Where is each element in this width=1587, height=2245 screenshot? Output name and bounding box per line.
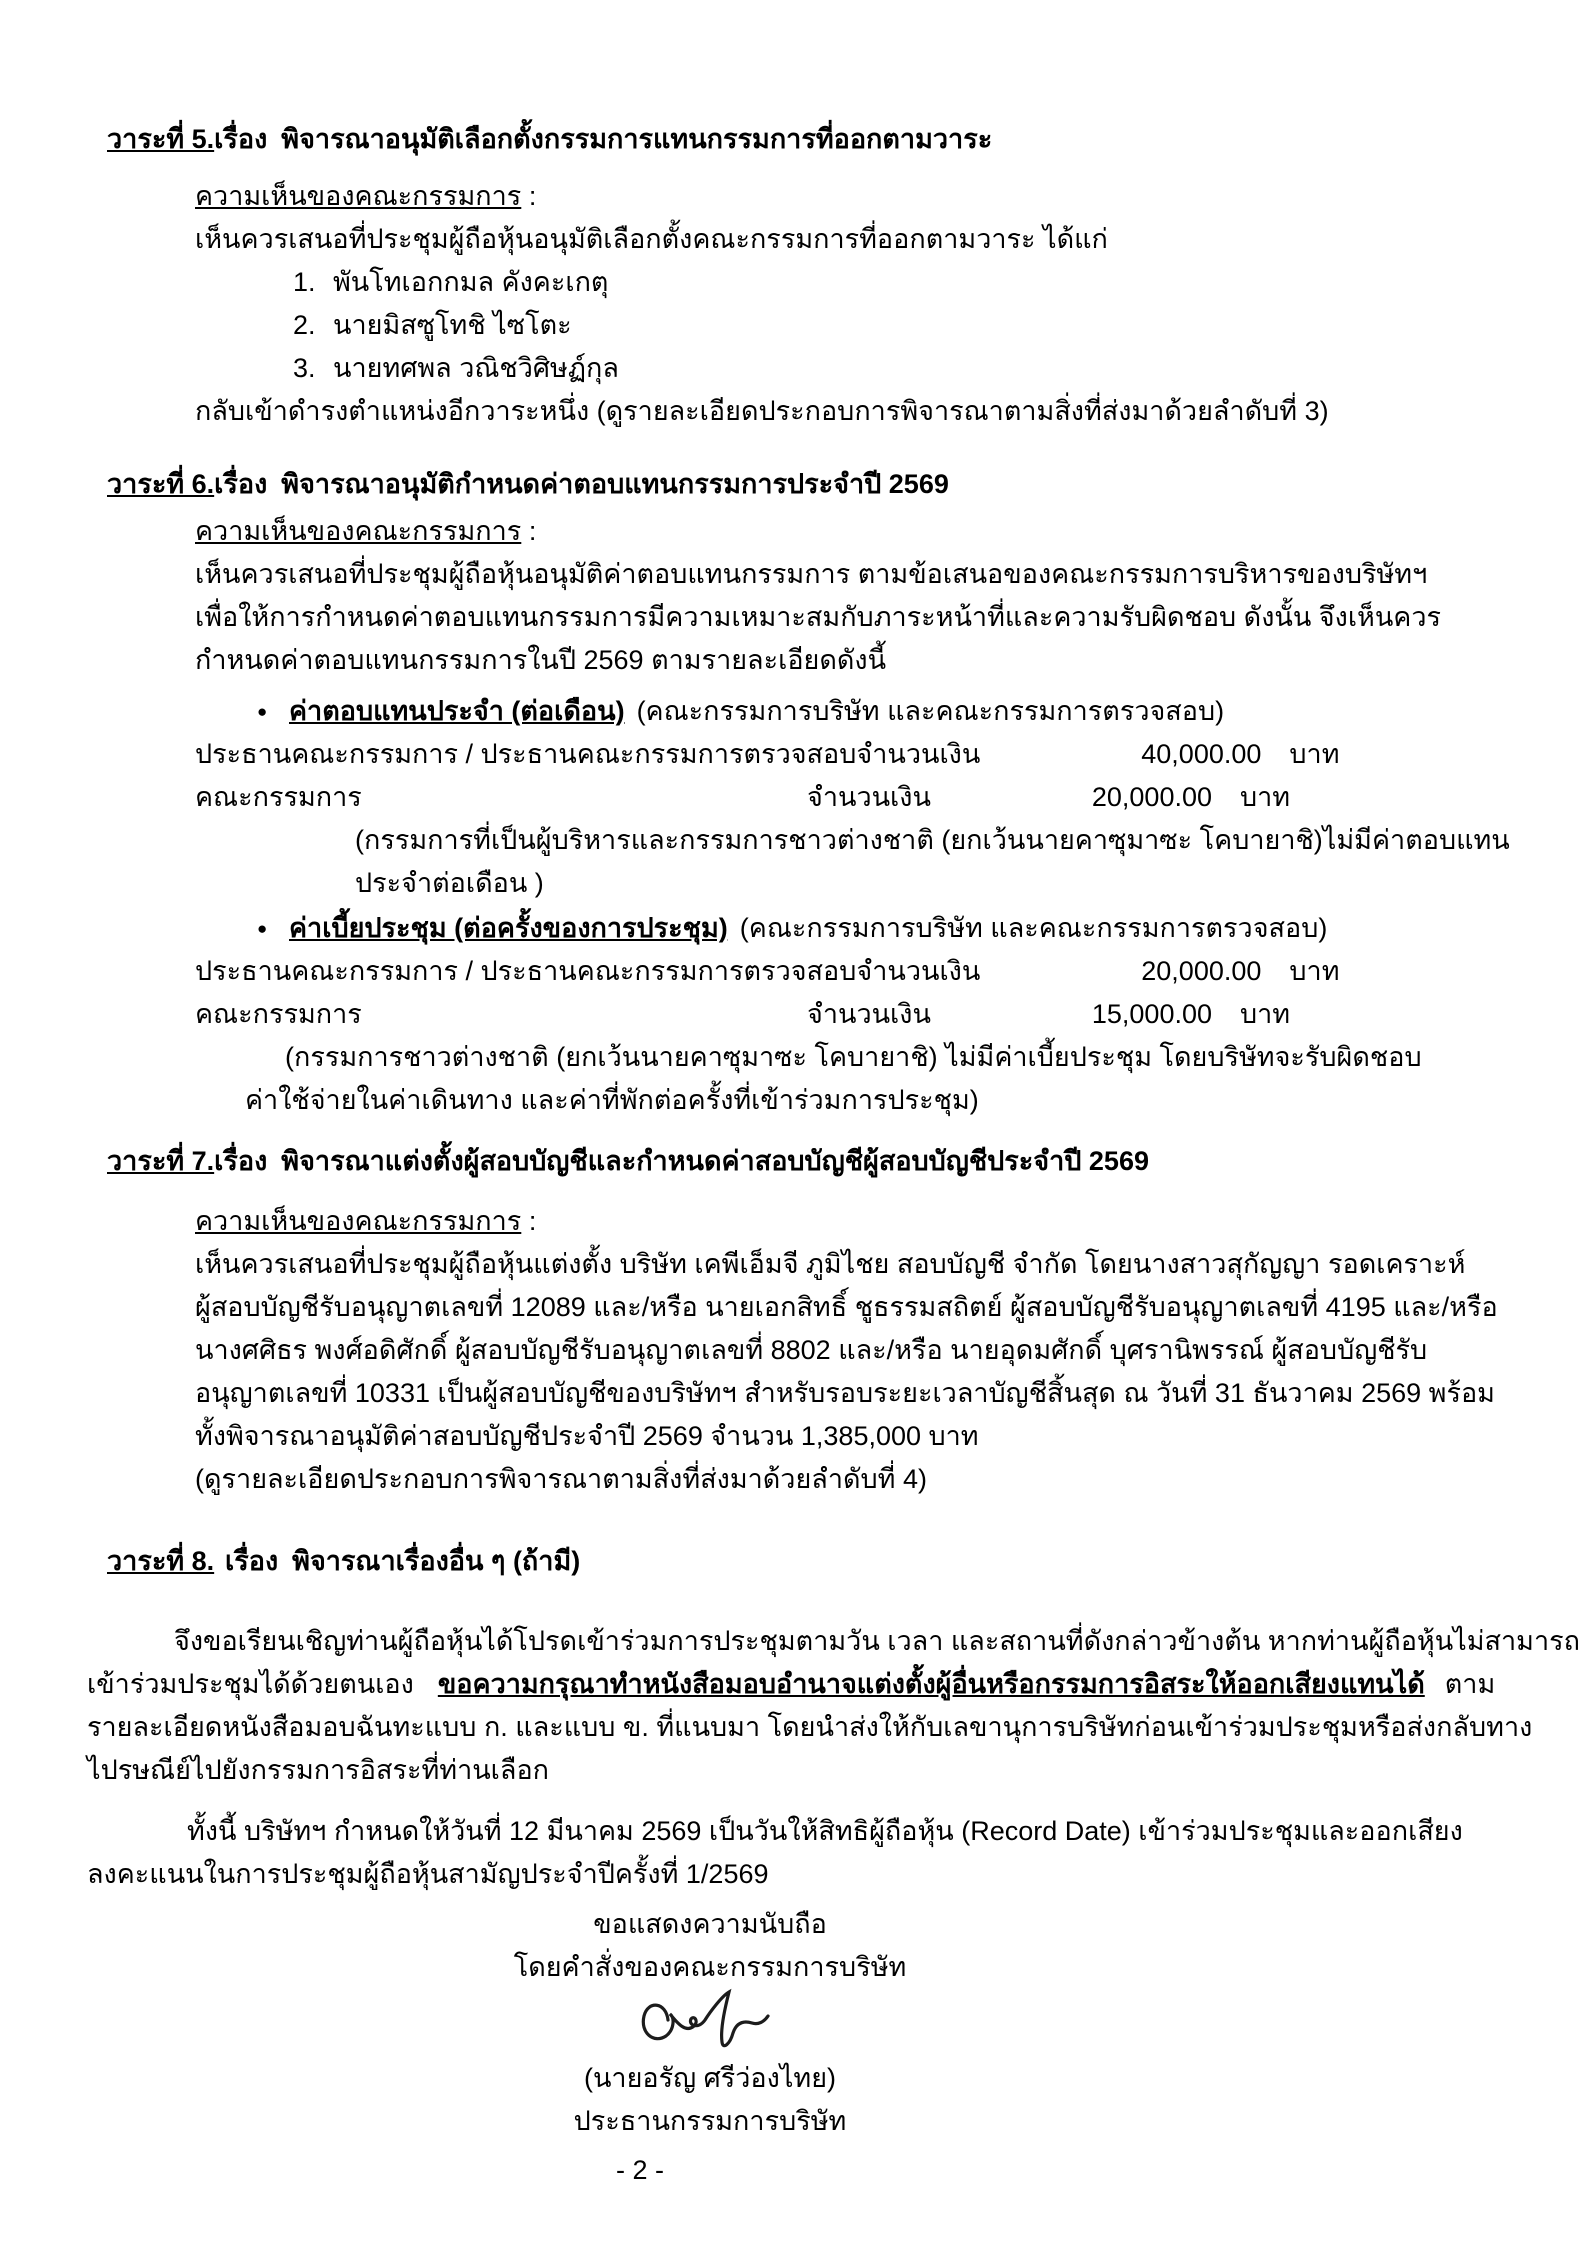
- compensation-row: [195, 993, 1492, 1036]
- signoff-block: [480, 1903, 940, 2143]
- monthly-fee-heading: ค่าตอบแทนประจำ (ต่อเดือน): [289, 696, 625, 726]
- invitation-line4: ไปรษณีย์ไปยังกรรมการอิสระที่ท่านเลือก: [87, 1755, 550, 1785]
- agenda5-intro: เห็นควรเสนอที่ประชุมผู้ถือหุ้นอนุมัติเลือกตั้งคณะกรรมการที่ออกตามวาระ ได้แก่: [195, 224, 1108, 254]
- amount-cell: 20,000.00: [1141, 956, 1262, 986]
- amount-cell: 15,000.00: [1091, 999, 1212, 1029]
- director-list-item: [293, 347, 1492, 390]
- agenda8-subject-prefix: เรื่อง: [225, 1546, 279, 1576]
- agenda7-body-line: เห็นควรเสนอที่ประชุมผู้ถือหุ้นแต่งตั้ง บริษัท เคพีเอ็มจี ภูมิไชย สอบบัญชี จำกัด โดยนางสาวสุกัญญา รอดเคราะห์: [195, 1249, 1466, 1279]
- amount-label-cell: จำนวนเงิน: [807, 999, 931, 1029]
- position-cell: ประธานคณะกรรมการ / ประธานคณะกรรมการตรวจสอบ: [195, 739, 857, 769]
- unit-cell: บาท: [1240, 999, 1291, 1029]
- director-number: 3.: [293, 353, 316, 383]
- agenda7-title: พิจารณาแต่งตั้งผู้สอบบัญชีและกำหนดค่าสอบบัญชีผู้สอบบัญชีประจำปี 2569: [281, 1146, 1149, 1176]
- signoff-respect-line: ขอแสดงความนับถือ: [593, 1909, 827, 1939]
- invitation-line3: รายละเอียดหนังสือมอบฉันทะแบบ ก. และแบบ ข. ที่แนบมา โดยนำส่งให้กับเลขานุการบริษัทก่อนเข้าร่วมประชุมหรือส่งกลับทาง: [87, 1712, 1533, 1742]
- agenda7-opinion-line: [195, 1200, 1492, 1243]
- agenda7-body-line: ทั้งพิจารณาอนุมัติค่าสอบบัญชีประจำปี 2569 จำนวน 1,385,000 บาท: [195, 1421, 979, 1451]
- position-cell: คณะกรรมการ: [195, 999, 362, 1029]
- agenda7-opinion-colon: :: [528, 1206, 537, 1236]
- monthly-fee-note-line1: (กรรมการที่เป็นผู้บริหารและกรรมการชาวต่างชาติ (ยกเว้นนายคาซุมาซะ โคบายาชิ)ไม่มีค่าตอบแทน: [355, 825, 1510, 855]
- position-cell: ประธานคณะกรรมการ / ประธานคณะกรรมการตรวจสอบ: [195, 956, 857, 986]
- agenda5-opinion-label: ความเห็นของคณะกรรมการ: [195, 181, 522, 211]
- director-number: 1.: [293, 267, 316, 297]
- record-date-paragraph: [87, 1810, 1492, 1896]
- invitation-paragraph: [87, 1620, 1580, 1792]
- agenda6-body-line: กำหนดค่าตอบแทนกรรมการในปี 2569 ตามรายละเอียดดังนี้: [195, 645, 887, 675]
- agenda5-closing: กลับเข้าดำรงตำแหน่งอีกวาระหนึ่ง (ดูรายละเอียดประกอบการพิจารณาตามสิ่งที่ส่งมาด้วยลำดับที่ 3): [195, 396, 1329, 426]
- unit-cell: บาท: [1240, 782, 1291, 812]
- amount-cell: 40,000.00: [1141, 739, 1262, 769]
- agenda7-body-line: นางศศิธร พงศ์อดิศักดิ์ ผู้สอบบัญชีรับอนุญาตเลขที่ 8802 และ/หรือ นายอุดมศักดิ์ บุศรานิพรรณ์ ผู้สอบบัญชีรับ: [195, 1335, 1428, 1365]
- agenda6-heading: [107, 463, 1492, 506]
- unit-cell: บาท: [1289, 739, 1340, 769]
- agenda5-opinion-line: [195, 175, 1492, 218]
- record-date-line1: ทั้งนี้ บริษัทฯ กำหนดให้วันที่ 12 มีนาคม 2569 เป็นวันให้สิทธิผู้ถือหุ้น (Record Date) เข้าร่วมประชุมและออกเสียง: [187, 1816, 1463, 1846]
- meeting-fee-heading-row: [257, 907, 1492, 950]
- bullet-icon: ●: [257, 702, 268, 721]
- invitation-line2-post: ตาม: [1444, 1669, 1496, 1699]
- unit-cell: บาท: [1289, 956, 1340, 986]
- invitation-line1: จึงขอเรียนเชิญท่านผู้ถือหุ้นได้โปรดเข้าร่วมการประชุมตามวัน เวลา และสถานที่ดังกล่าวข้างต้น หากท่านผู้ถือหุ้นไม่สามารถ: [174, 1626, 1580, 1656]
- meeting-fee-note-line2: ค่าใช้จ่ายในค่าเดินทาง และค่าที่พักต่อครั้งที่เข้าร่วมการประชุม): [245, 1085, 979, 1115]
- agenda7-body-line: อนุญาตเลขที่ 10331 เป็นผู้สอบบัญชีของบริษัทฯ สำหรับรอบระยะเวลาบัญชีสิ้นสุด ณ วันที่ 31 ธันวาคม 2569 พร้อม: [195, 1378, 1495, 1408]
- director-number: 2.: [293, 310, 316, 340]
- agenda6-opinion-line: [195, 510, 1492, 553]
- monthly-fee-note-line2: ประจำต่อเดือน ): [355, 868, 544, 898]
- agenda5-subject-prefix: เรื่อง: [214, 124, 268, 154]
- invitation-line2: [87, 1663, 1496, 1706]
- chairman-name: (นายอรัญ ศรีว่องไทย): [583, 2063, 837, 2093]
- compensation-row: [195, 733, 1492, 776]
- agenda8-heading: [107, 1540, 1492, 1583]
- record-date-line2: ลงคะแนนในการประชุมผู้ถือหุ้นสามัญประจำปีครั้งที่ 1/2569: [87, 1859, 769, 1889]
- signoff-byorder-line: โดยคำสั่งของคณะกรรมการบริษัท: [513, 1952, 907, 1982]
- director-name: นายมิสซูโทชิ ไซโตะ: [333, 310, 572, 340]
- agenda6-subject-prefix: เรื่อง: [214, 469, 268, 499]
- agenda8-label: วาระที่ 8.: [107, 1546, 215, 1576]
- position-cell: คณะกรรมการ: [195, 782, 362, 812]
- agenda7-heading: [107, 1140, 1492, 1183]
- amount-label-cell: จำนวนเงิน: [856, 956, 981, 986]
- agenda7-body-line: ผู้สอบบัญชีรับอนุญาตเลขที่ 12089 และ/หรือ นายเอกสิทธิ์ ชูธรรมสถิตย์ ผู้สอบบัญชีรับอนุญาตเลขที่ 4195 และ/หรือ: [195, 1292, 1498, 1322]
- agenda7-body-line: (ดูรายละเอียดประกอบการพิจารณาตามสิ่งที่ส่งมาด้วยลำดับที่ 4): [195, 1464, 927, 1494]
- agenda6-label: วาระที่ 6.: [107, 469, 215, 499]
- meeting-fee-note-line1: (กรรมการชาวต่างชาติ (ยกเว้นนายคาซุมาซะ โคบายาชิ) ไม่มีค่าเบี้ยประชุม โดยบริษัทจะรับผิดชอบ: [285, 1042, 1422, 1072]
- agenda6-title: พิจารณาอนุมัติกำหนดค่าตอบแทนกรรมการประจำปี 2569: [281, 469, 949, 499]
- compensation-row: [195, 776, 1492, 819]
- proxy-bold-statement: ขอความกรุณาทำหนังสือมอบอำนาจแต่งตั้งผู้อื่นหรือกรรมการอิสระให้ออกเสียงแทนได้: [437, 1669, 1425, 1699]
- agenda5-opinion-colon: :: [528, 181, 537, 211]
- agenda5-label: วาระที่ 5.: [107, 124, 215, 154]
- agenda7-subject-prefix: เรื่อง: [214, 1146, 268, 1176]
- amount-label-cell: จำนวนเงิน: [807, 782, 931, 812]
- director-list-item: [293, 261, 1492, 304]
- invitation-line2-pre: เข้าร่วมประชุมได้ด้วยตนเอง: [87, 1669, 414, 1699]
- chairman-position: ประธานกรรมการบริษัท: [573, 2106, 847, 2136]
- compensation-row: [195, 950, 1492, 993]
- agenda7-opinion-label: ความเห็นของคณะกรรมการ: [195, 1206, 522, 1236]
- amount-label-cell: จำนวนเงิน: [856, 739, 981, 769]
- agenda6-opinion-colon: :: [528, 516, 537, 546]
- agenda6-body-line: เพื่อให้การกำหนดค่าตอบแทนกรรมการมีความเหมาะสมกับภาระหน้าที่และความรับผิดชอบ ดังนั้น จึงเห็นควร: [195, 602, 1442, 632]
- page-number: - 2 -: [615, 2155, 664, 2185]
- bullet-icon: ●: [257, 919, 268, 938]
- agenda6-opinion-label: ความเห็นของคณะกรรมการ: [195, 516, 522, 546]
- amount-cell: 20,000.00: [1091, 782, 1212, 812]
- agenda8-title: พิจารณาเรื่องอื่น ๆ (ถ้ามี): [292, 1546, 581, 1576]
- director-list-item: [293, 304, 1492, 347]
- monthly-fee-heading-note: (คณะกรรมการบริษัท และคณะกรรมการตรวจสอบ): [636, 696, 1225, 726]
- agenda7-label: วาระที่ 7.: [107, 1146, 215, 1176]
- director-name: พันโทเอกกมล คังคะเกตุ: [333, 267, 609, 297]
- agenda5-heading: [107, 118, 1492, 161]
- meeting-fee-heading: ค่าเบี้ยประชุม (ต่อครั้งของการประชุม): [289, 913, 728, 943]
- monthly-fee-heading-row: [257, 690, 1492, 733]
- agenda6-body-line: เห็นควรเสนอที่ประชุมผู้ถือหุ้นอนุมัติค่าตอบแทนกรรมการ ตามข้อเสนอของคณะกรรมการบริหารของบริษัทฯ: [195, 559, 1428, 589]
- meeting-fee-heading-note: (คณะกรรมการบริษัท และคณะกรรมการตรวจสอบ): [739, 913, 1328, 943]
- agenda5-title: พิจารณาอนุมัติเลือกตั้งกรรมการแทนกรรมการที่ออกตามวาระ: [281, 124, 993, 154]
- signature-image: [480, 1985, 940, 2057]
- director-name: นายทศพล วณิชวิศิษฏ์กุล: [333, 353, 619, 383]
